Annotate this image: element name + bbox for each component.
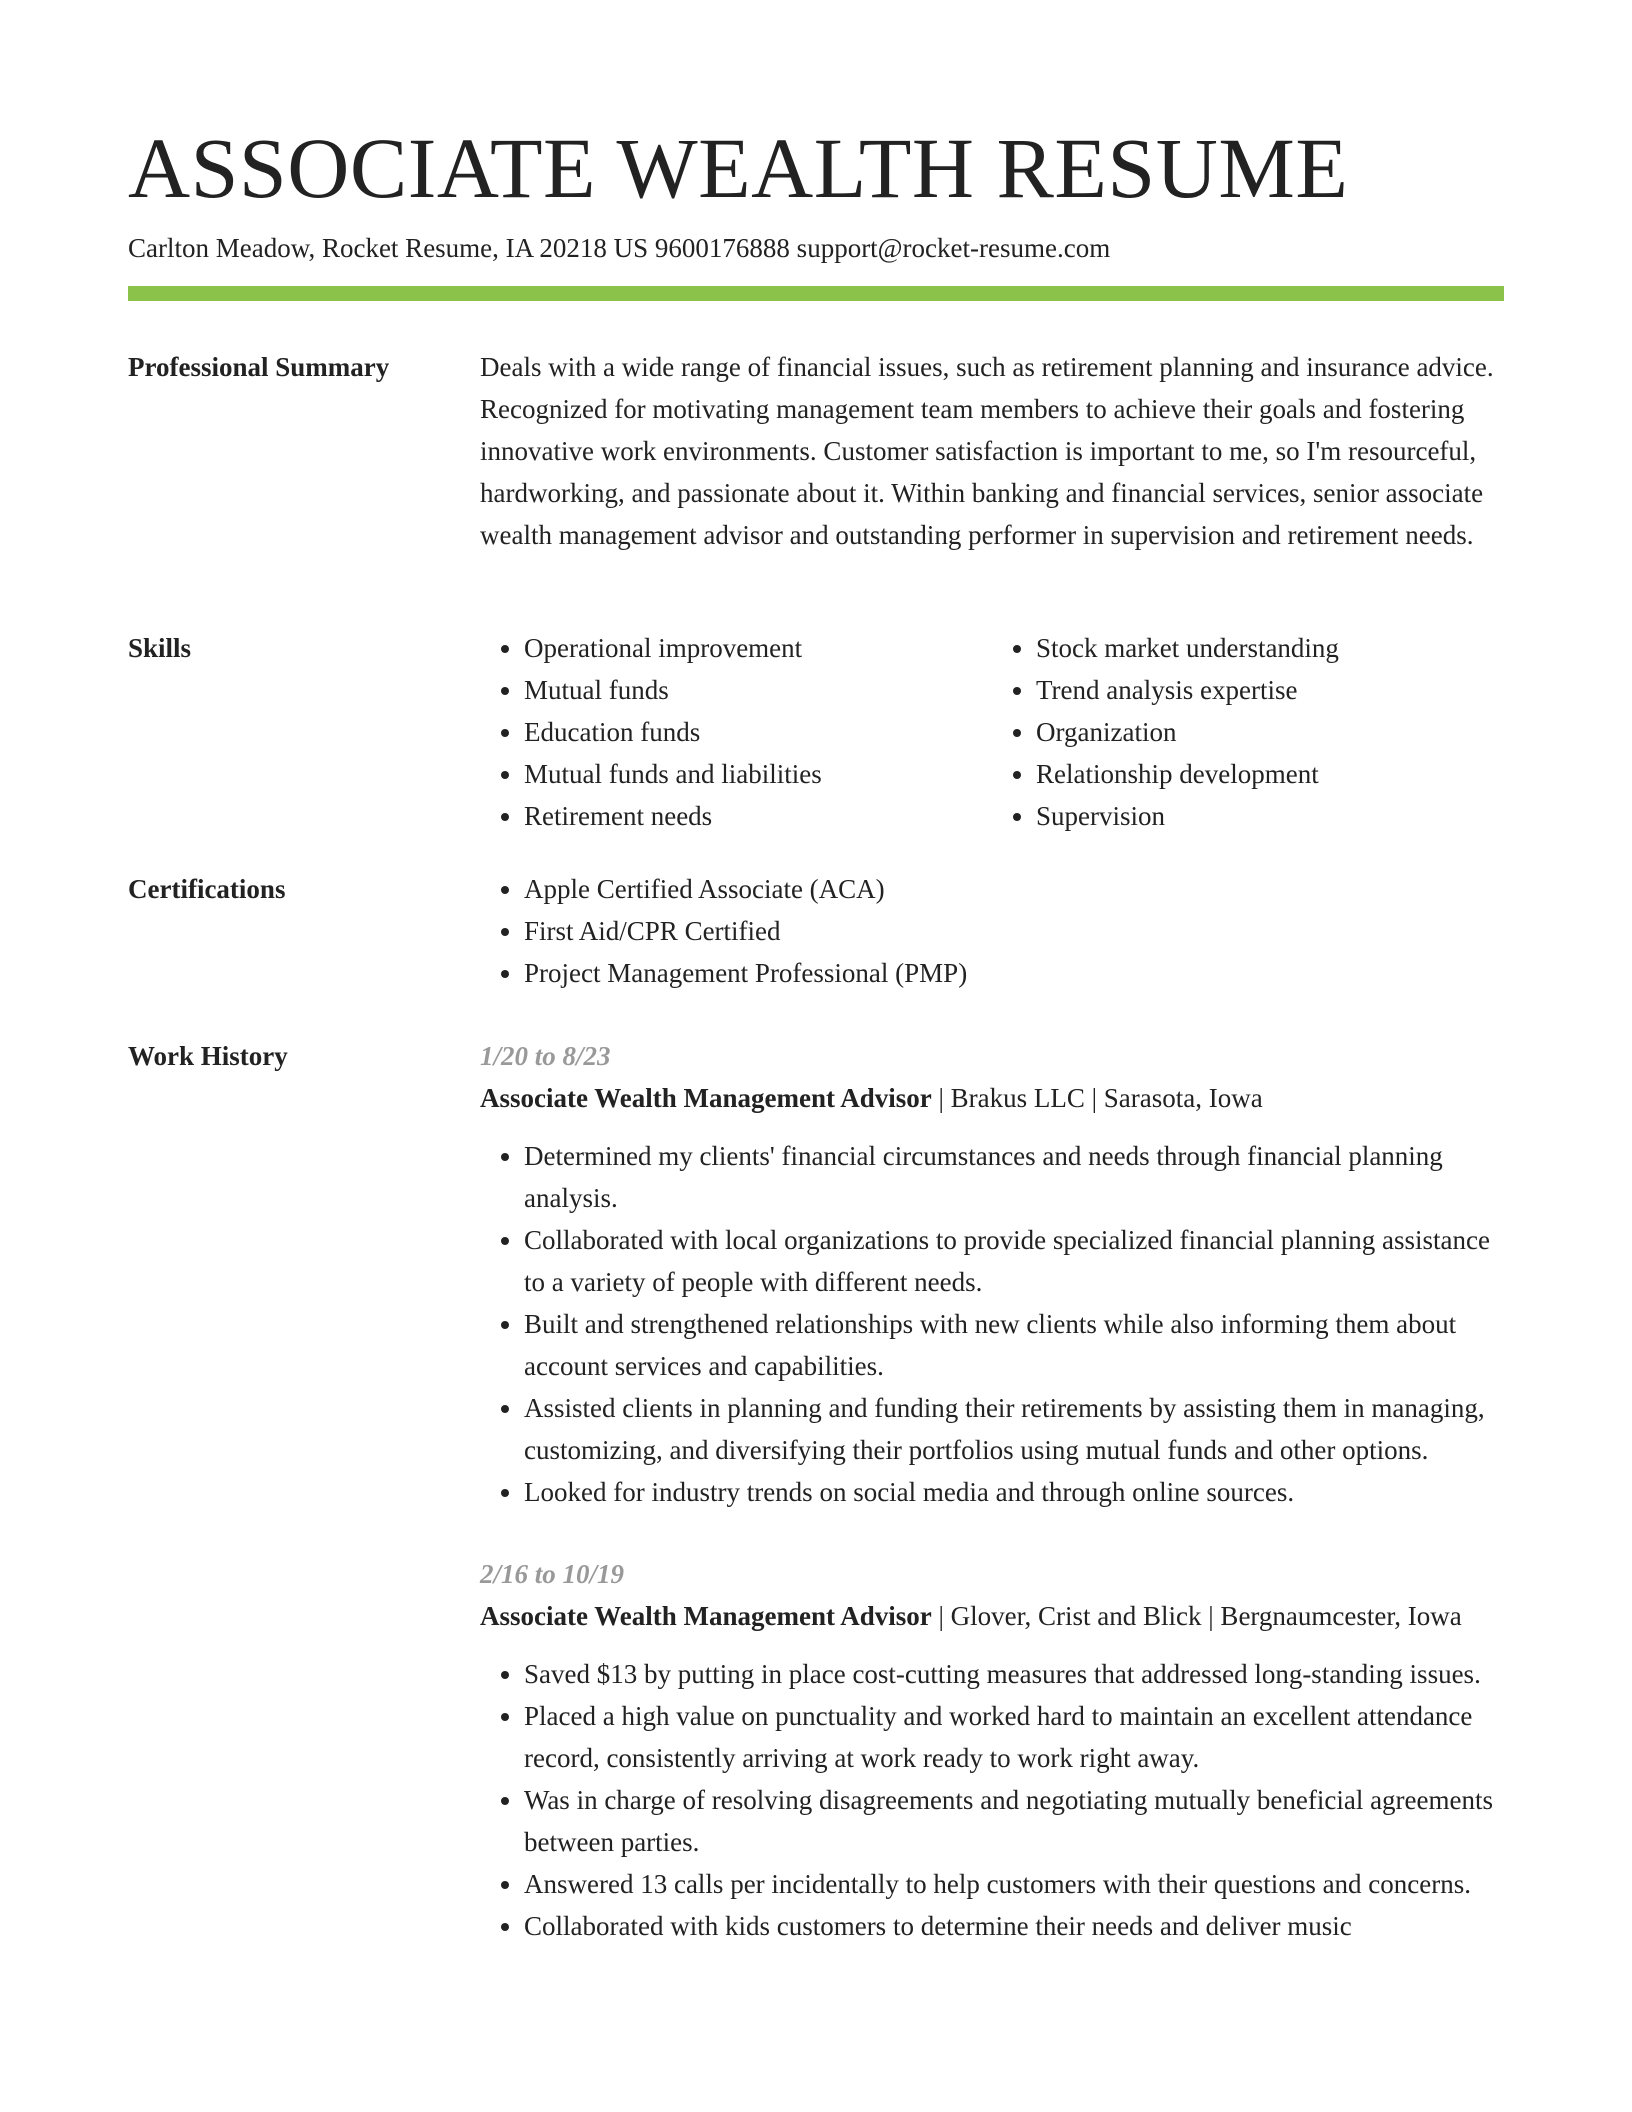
skill-item: • Mutual funds and liabilities [524,753,984,795]
job-bullet: • Collaborated with kids customers to determine their needs and deliver music [524,1905,1504,1947]
skill-item: • Organization [1036,711,1496,753]
skills-body [480,627,1504,837]
job-bullets [480,1653,1504,1947]
job-bullets [480,1135,1504,1513]
contact-line: Carlton Meadow, Rocket Resume, IA 20218 US 9600176888 support@rocket-resume.com [128,233,1111,263]
section-label-skills: Skills [128,633,192,663]
work-history-body [480,1035,1504,1947]
job-bullet: • Answered 13 calls per incidentally to help customers with their questions and concerns. [524,1863,1504,1905]
job-entry [480,1553,1504,1947]
job-bullet: • Placed a high value on punctuality and worked hard to maintain an excellent attendance record, consistently arriving at work ready to work right away. [524,1695,1504,1779]
skill-item: • Education funds [524,711,984,753]
job-bullet: • Looked for industry trends on social media and through online sources. [524,1471,1504,1513]
job-heading [480,1077,1504,1119]
job-title: Associate Wealth Management Advisor [480,1601,932,1631]
resume-title: ASSOCIATE WEALTH RESUME [128,120,1349,216]
skill-item: • Mutual funds [524,669,984,711]
certifications-list [480,868,1504,994]
skill-item: • Supervision [1036,795,1496,837]
header-divider [128,286,1504,301]
job-title: Associate Wealth Management Advisor [480,1083,932,1113]
skill-item: • Retirement needs [524,795,984,837]
job-bullet: • Collaborated with local organizations to provide specialized financial planning assistance to a variety of people with different needs. [524,1219,1504,1303]
skill-item: • Relationship development [1036,753,1496,795]
job-dates: 1/20 to 8/23 [480,1041,611,1071]
certification-item: • Apple Certified Associate (ACA) [524,868,1504,910]
job-bullet: • Determined my clients' financial circumstances and needs through financial planning analysis. [524,1135,1504,1219]
certification-item: • Project Management Professional (PMP) [524,952,1504,994]
job-bullet: • Built and strengthened relationships with new clients while also informing them about account services and capabilities. [524,1303,1504,1387]
skills-list-left [480,627,984,837]
job-entry [480,1035,1504,1513]
job-bullet: • Was in charge of resolving disagreements and negotiating mutually beneficial agreements between parties. [524,1779,1504,1863]
skills-list-right [984,627,1496,837]
job-bullet: • Assisted clients in planning and funding their retirements by assisting them in managing, customizing, and diversifying their portfolios using mutual funds and other options. [524,1387,1504,1471]
certifications-body [480,868,1504,994]
skill-item: • Stock market understanding [1036,627,1496,669]
section-label-work-history: Work History [128,1041,288,1071]
certification-item: • First Aid/CPR Certified [524,910,1504,952]
section-label-certifications: Certifications [128,874,286,904]
job-dates: 2/16 to 10/19 [480,1559,625,1589]
job-bullet: • Saved $13 by putting in place cost-cutting measures that addressed long-standing issues. [524,1653,1504,1695]
summary-body [480,346,1504,556]
job-heading [480,1595,1504,1637]
job-details: | Brakus LLC | Sarasota, Iowa [931,1083,1263,1113]
skill-item: • Trend analysis expertise [1036,669,1496,711]
summary-text: Deals with a wide range of financial issues, such as retirement planning and insurance advice. Recognized for motivating management team members to achieve their goals and fostering innovative work environments. Customer satisfaction is important to me, so I'm resourceful, hardworking, and passionate about it. Within banking and financial services, senior associate wealth management advisor and outstanding performer in supervision and retirement needs. [480,352,1494,550]
section-label-summary: Professional Summary [128,352,390,382]
job-details: | Glover, Crist and Blick | Bergnaumcester, Iowa [931,1601,1462,1631]
skill-item: • Operational improvement [524,627,984,669]
